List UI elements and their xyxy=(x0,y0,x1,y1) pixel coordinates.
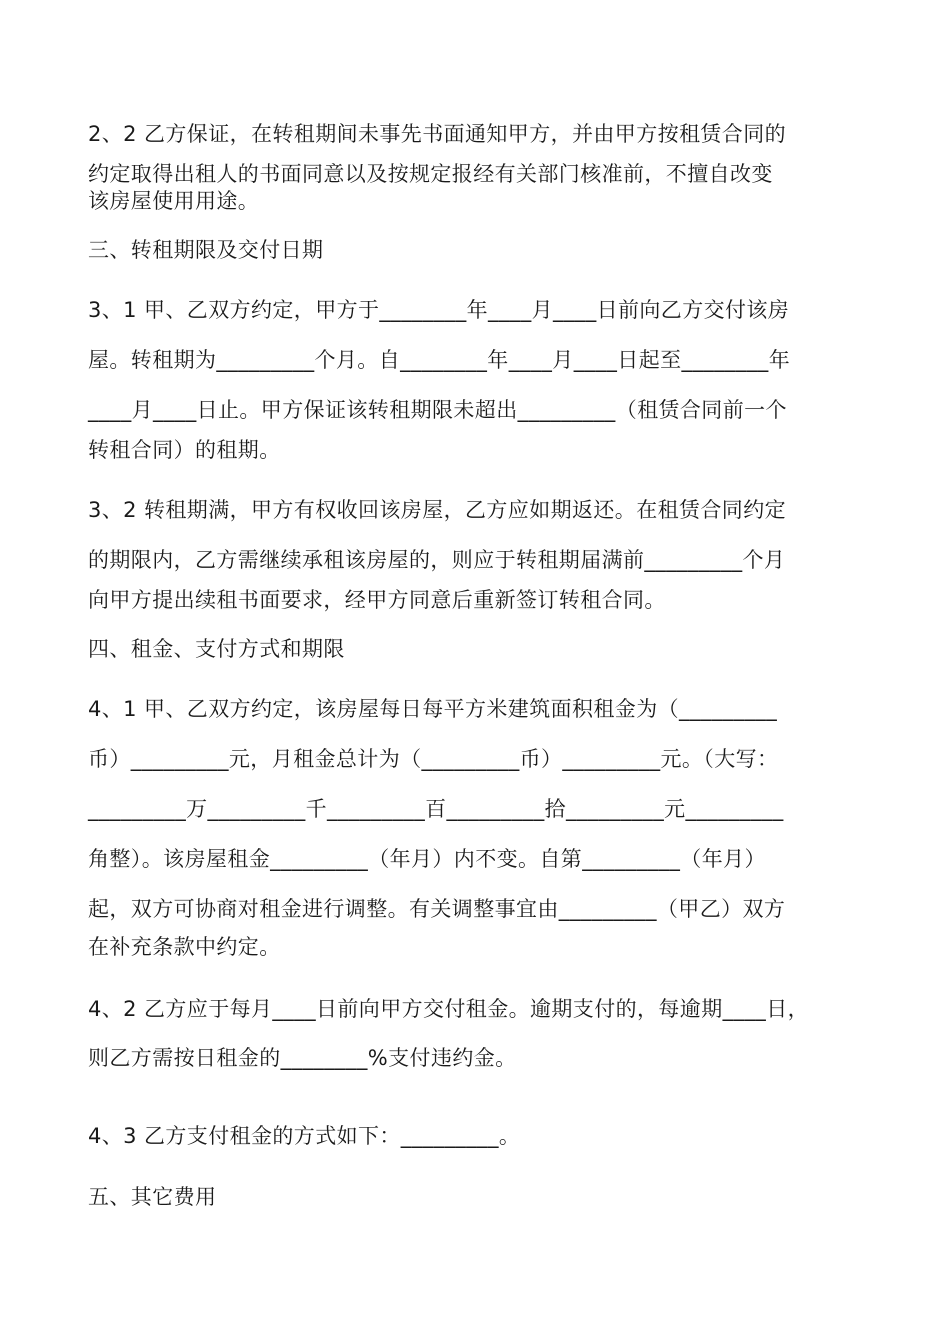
clause-2-2-line-1: 2、2 乙方保证，在转租期间未事先书面通知甲方，并由甲方按租赁合同的 xyxy=(88,122,786,146)
clause-3-2-line-2: 的期限内，乙方需继续承租该房屋的，则应于转租期届满前_________个月 xyxy=(88,548,786,572)
clause-4-1-line-2: 币）_________元，月租金总计为（_________币）_________元。（大写： xyxy=(88,747,779,771)
clause-4-3-line-1: 4、3 乙方支付租金的方式如下：_________。 xyxy=(88,1124,521,1148)
clause-3-2-line-1: 3、2 转租期满，甲方有权收回该房屋，乙方应如期返还。在租赁合同约定 xyxy=(88,498,786,522)
clause-3-1-line-4: 转租合同）的租期。 xyxy=(88,438,281,462)
clause-3-1-line-2: 屋。转租期为_________个月。自________年____月____日起至________年 xyxy=(88,348,791,372)
clause-4-1-line-1: 4、1 甲、乙双方约定，该房屋每日每平方米建筑面积租金为（_________ xyxy=(88,697,778,721)
clause-3-1-line-3: ____月____日止。甲方保证该转租期限未超出_________（租赁合同前一个 xyxy=(88,398,787,422)
section-4-heading: 四、租金、支付方式和期限 xyxy=(88,637,345,661)
clause-2-2-line-2: 约定取得出租人的书面同意以及按规定报经有关部门核准前，不擅自改变 xyxy=(88,162,773,186)
clause-2-2-line-3: 该房屋使用用途。 xyxy=(88,189,260,213)
clause-4-1-line-6: 在补充条款中约定。 xyxy=(88,935,281,959)
section-5-heading: 五、其它费用 xyxy=(88,1185,217,1209)
clause-4-1-line-3: _________万_________千_________百_________拾_________元_________ xyxy=(88,797,784,821)
clause-4-1-line-4: 角整）。该房屋租金_________（年月）内不变。自第_________（年月） xyxy=(88,847,766,871)
clause-4-2-line-1: 4、2 乙方应于每月____日前向甲方交付租金。逾期支付的，每逾期____日， xyxy=(88,997,809,1021)
clause-3-1-line-1: 3、1 甲、乙双方约定，甲方于________年____月____日前向乙方交付该房 xyxy=(88,298,790,322)
clause-4-2-line-2: 则乙方需按日租金的________%支付违约金。 xyxy=(88,1046,517,1070)
clause-3-2-line-3: 向甲方提出续租书面要求，经甲方同意后重新签订转租合同。 xyxy=(88,588,666,612)
clause-4-1-line-5: 起，双方可协商对租金进行调整。有关调整事宜由_________（甲乙）双方 xyxy=(88,897,786,921)
section-3-heading: 三、转租期限及交付日期 xyxy=(88,238,324,262)
